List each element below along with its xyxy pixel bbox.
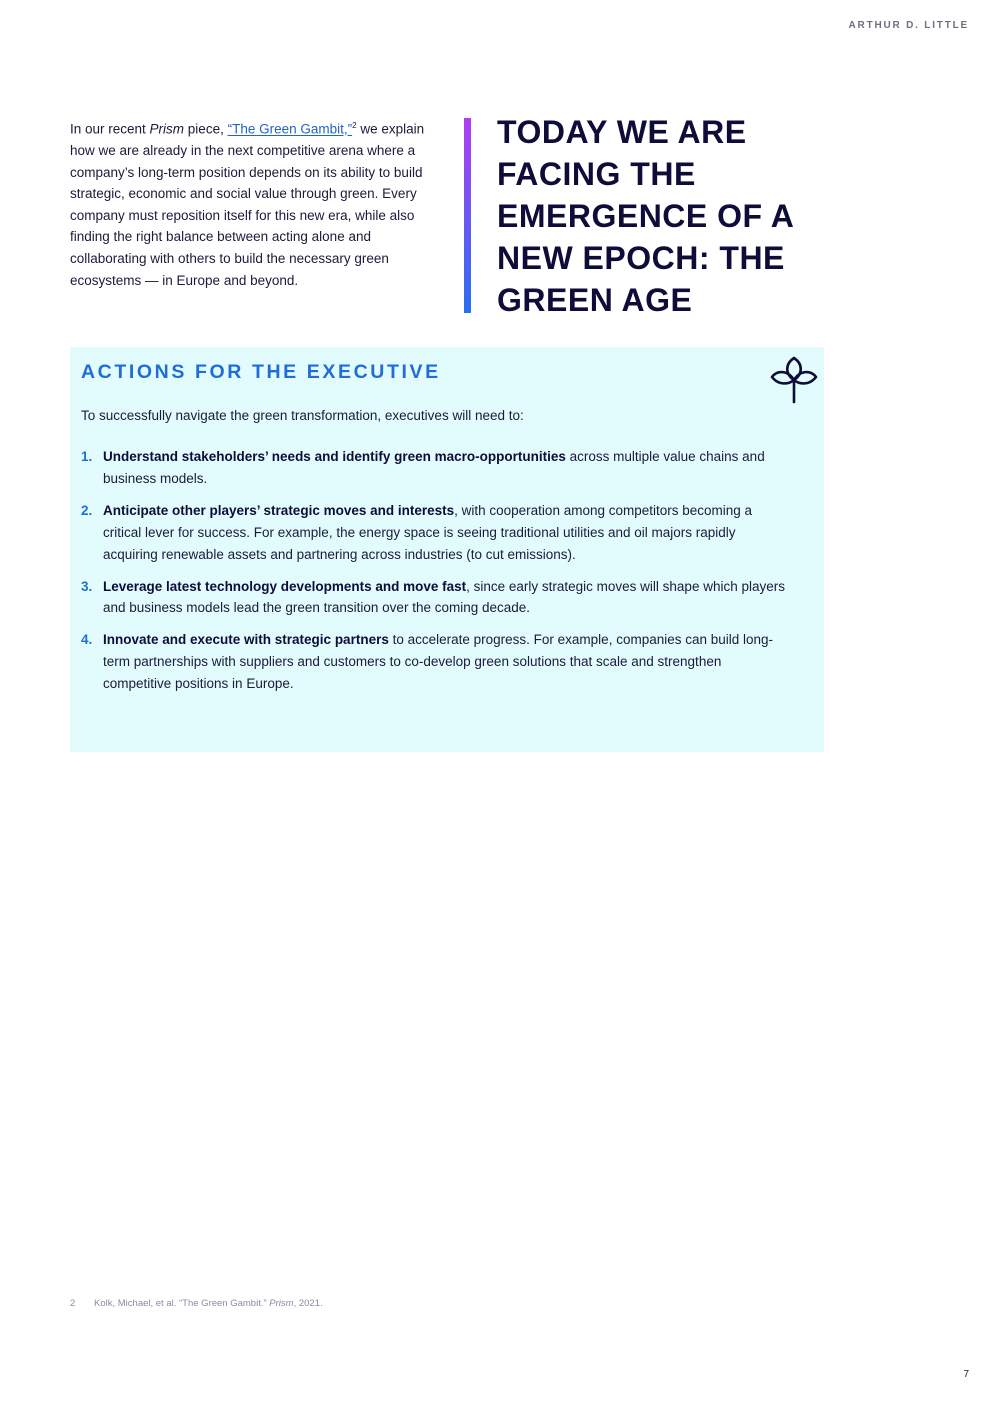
footnote-journal: Prism bbox=[269, 1298, 294, 1309]
page-number: 7 bbox=[963, 1369, 969, 1380]
actions-box bbox=[70, 347, 824, 752]
action-heading: Understand stakeholders’ needs and identify green macro-opportunities bbox=[103, 449, 566, 464]
intro-paragraph bbox=[70, 115, 442, 291]
footnote-number: 2 bbox=[70, 1298, 76, 1309]
footnote bbox=[70, 1298, 323, 1309]
action-number: 1. bbox=[81, 449, 93, 464]
actions-lead: To successfully navigate the green transformation, executives will need to: bbox=[81, 408, 524, 423]
action-heading: Innovate and execute with strategic partners bbox=[103, 632, 389, 648]
action-text: , with cooperation among competitors becoming a critical lever for success. For example, the energy space is seeing traditional utilities and oil majors rapidly acquiring renewable assets and partnering across industries (to cut emissions). bbox=[103, 502, 753, 562]
intro-text-start: In our recent bbox=[70, 121, 150, 137]
intro-text-mid: piece, bbox=[184, 121, 228, 137]
pull-quote: TODAY WE ARE FACING THE EMERGENCE OF A NEW EPOCH: THE GREEN AGE bbox=[497, 114, 794, 318]
action-item-3 bbox=[81, 576, 791, 620]
action-text: across multiple value chains and business models. bbox=[103, 449, 765, 486]
action-text: , since early strategic moves will shape which players and business models lead the green transition over the coming decade. bbox=[103, 578, 785, 616]
leaf-icon bbox=[770, 355, 818, 405]
actions-list bbox=[81, 446, 791, 705]
footnote-text: Kolk, Michael, et al. “The Green Gambit.” bbox=[94, 1298, 270, 1309]
action-item-1 bbox=[81, 446, 791, 490]
action-number: 4. bbox=[81, 632, 93, 648]
action-text: to accelerate progress. For example, companies can build long-term partnerships with suppliers and customers to co-develop green solutions that scale and strengthen competitive positions in Europe. bbox=[103, 632, 774, 692]
action-heading: Leverage latest technology developments and move fast bbox=[103, 578, 467, 594]
action-item-2 bbox=[81, 500, 791, 566]
brand-header: ARTHUR D. LITTLE bbox=[848, 20, 969, 31]
footnote-ref[interactable]: 2 bbox=[352, 121, 357, 130]
action-heading: Anticipate other players’ strategic moves and interests bbox=[103, 502, 455, 518]
intro-text-body: we explain how we are already in the next competitive arena where a company’s long-term position depends on its ability to build strategic, economic and social value through green. Every company must reposition itself for this new era, while also finding the right balance between acting alone and collaborating with others to build the necessary green ecosystems — in Europe and beyond. bbox=[70, 121, 425, 288]
action-number: 3. bbox=[81, 578, 93, 594]
actions-title: ACTIONS FOR THE EXECUTIVE bbox=[81, 361, 441, 383]
action-number: 2. bbox=[81, 502, 93, 518]
action-item-4 bbox=[81, 629, 791, 695]
prism-title: Prism bbox=[149, 121, 185, 137]
quote-accent-bar bbox=[464, 118, 471, 313]
green-gambit-link[interactable]: “The Green Gambit,” bbox=[227, 121, 353, 137]
footnote-year: , 2021. bbox=[293, 1298, 323, 1309]
